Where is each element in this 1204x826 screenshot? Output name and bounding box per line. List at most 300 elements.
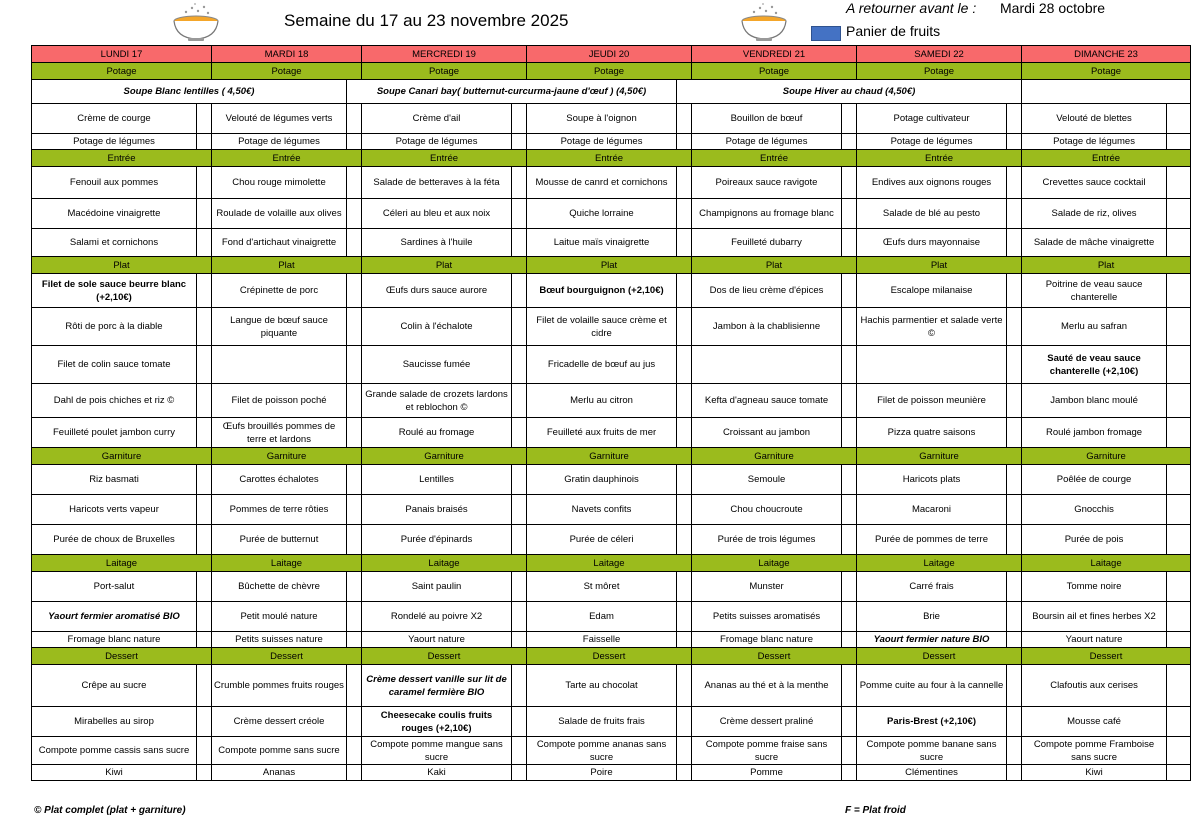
menu-item-cell: Carré frais	[857, 572, 1007, 602]
menu-item-cell: Crème d'ail	[362, 104, 512, 134]
cell-spacer	[842, 104, 857, 134]
menu-item-cell: Roulé au fromage	[362, 418, 512, 448]
cell-spacer	[1007, 308, 1022, 346]
cell-spacer	[512, 737, 527, 765]
section-label: Dessert	[32, 648, 212, 665]
menu-item-cell: Quiche lorraine	[527, 199, 677, 229]
cell-spacer	[197, 104, 212, 134]
day-header: JEUDI 20	[527, 46, 692, 63]
section-label: Plat	[212, 257, 362, 274]
section-label: Entrée	[362, 150, 527, 167]
menu-item-cell: Tarte au chocolat	[527, 665, 677, 707]
menu-item-cell: Faisselle	[527, 632, 677, 648]
cell-spacer	[1167, 346, 1191, 384]
cell-spacer	[197, 465, 212, 495]
menu-item-cell: Compote pomme banane sans sucre	[857, 737, 1007, 765]
menu-item-cell: Compote pomme Framboise sans sucre	[1022, 737, 1167, 765]
section-label: Laitage	[212, 555, 362, 572]
cell-spacer	[347, 418, 362, 448]
section-row	[32, 448, 1191, 465]
menu-item-cell: Tomme noire	[1022, 572, 1167, 602]
cell-spacer	[347, 495, 362, 525]
menu-item-cell: Colin à l'échalote	[362, 308, 512, 346]
cell-spacer	[197, 418, 212, 448]
cell-spacer	[842, 602, 857, 632]
menu-item-cell: Potage de légumes	[1022, 134, 1167, 150]
menu-item-cell	[692, 346, 842, 384]
cell-spacer	[512, 229, 527, 257]
menu-item-row	[32, 274, 1191, 308]
soup-special-cell: Soupe Canari bay( butternut-curcurma-jaune d'œuf ) (4,50€)	[347, 80, 677, 104]
menu-item-cell: Crème dessert créole	[212, 707, 347, 737]
menu-item-cell: Rondelé au poivre X2	[362, 602, 512, 632]
menu-item-cell: Purée de pommes de terre	[857, 525, 1007, 555]
menu-item-cell: Yaourt nature	[1022, 632, 1167, 648]
menu-item-cell: Rôti de porc à la diable	[32, 308, 197, 346]
cell-spacer	[1007, 665, 1022, 707]
cell-spacer	[197, 632, 212, 648]
menu-item-cell: Potage de légumes	[527, 134, 677, 150]
menu-item-row	[32, 384, 1191, 418]
menu-item-row	[32, 525, 1191, 555]
cell-spacer	[347, 602, 362, 632]
cell-spacer	[1007, 384, 1022, 418]
cell-spacer	[1007, 418, 1022, 448]
menu-item-cell: Feuilleté dubarry	[692, 229, 842, 257]
section-row	[32, 648, 1191, 665]
day-header: VENDREDI 21	[692, 46, 857, 63]
section-label: Potage	[527, 63, 692, 80]
cell-spacer	[197, 134, 212, 150]
cell-spacer	[677, 308, 692, 346]
cell-spacer	[1167, 465, 1191, 495]
cell-spacer	[842, 707, 857, 737]
cell-spacer	[1167, 104, 1191, 134]
menu-item-cell: Mousse de canrd et cornichons	[527, 167, 677, 199]
menu-item-cell: Panais braisés	[362, 495, 512, 525]
cell-spacer	[1007, 765, 1022, 781]
menu-item-cell: Poitrine de veau sauce chanterelle	[1022, 274, 1167, 308]
menu-item-cell: Purée de pois	[1022, 525, 1167, 555]
menu-item-row	[32, 199, 1191, 229]
menu-item-cell: Yaourt fermier aromatisé BIO	[32, 602, 197, 632]
menu-item-cell: Purée de choux de Bruxelles	[32, 525, 197, 555]
cell-spacer	[1167, 199, 1191, 229]
menu-item-cell: Potage de légumes	[857, 134, 1007, 150]
menu-item-cell: Compote pomme ananas sans sucre	[527, 737, 677, 765]
cell-spacer	[197, 765, 212, 781]
menu-item-row	[32, 167, 1191, 199]
cell-spacer	[512, 665, 527, 707]
cell-spacer	[677, 167, 692, 199]
cell-spacer	[512, 199, 527, 229]
menu-item-cell: Macaroni	[857, 495, 1007, 525]
cell-spacer	[512, 765, 527, 781]
menu-item-cell: Œufs durs mayonnaise	[857, 229, 1007, 257]
section-row	[32, 150, 1191, 167]
menu-item-cell: Dos de lieu crème d'épices	[692, 274, 842, 308]
cell-spacer	[677, 274, 692, 308]
cell-spacer	[677, 418, 692, 448]
cell-spacer	[1007, 199, 1022, 229]
soup-special-cell: Soupe Blanc lentilles ( 4,50€)	[32, 80, 347, 104]
menu-item-cell: Sauté de veau sauce chanterelle (+2,10€)	[1022, 346, 1167, 384]
cell-spacer	[1007, 465, 1022, 495]
menu-item-cell: Potage cultivateur	[857, 104, 1007, 134]
menu-item-cell: Saint paulin	[362, 572, 512, 602]
menu-item-cell: Salade de fruits frais	[527, 707, 677, 737]
menu-item-cell: Purée d'épinards	[362, 525, 512, 555]
menu-item-cell: Compote pomme fraise sans sucre	[692, 737, 842, 765]
cell-spacer	[512, 495, 527, 525]
section-label: Plat	[32, 257, 212, 274]
menu-item-cell: Mirabelles au sirop	[32, 707, 197, 737]
menu-item-cell: Fricadelle de bœuf au jus	[527, 346, 677, 384]
menu-item-row	[32, 602, 1191, 632]
menu-item-row	[32, 418, 1191, 448]
return-deadline-label: A retourner avant le :	[846, 0, 977, 16]
menu-item-cell: Purée de trois légumes	[692, 525, 842, 555]
menu-item-cell: Œufs brouillés pommes de terre et lardons	[212, 418, 347, 448]
cell-spacer	[347, 765, 362, 781]
menu-item-cell: Velouté de blettes	[1022, 104, 1167, 134]
section-label: Dessert	[212, 648, 362, 665]
cell-spacer	[1007, 274, 1022, 308]
cell-spacer	[1007, 104, 1022, 134]
cell-spacer	[197, 384, 212, 418]
cell-spacer	[512, 418, 527, 448]
cell-spacer	[512, 346, 527, 384]
menu-item-cell: Crème de courge	[32, 104, 197, 134]
cell-spacer	[1167, 384, 1191, 418]
menu-item-cell: Merlu au citron	[527, 384, 677, 418]
menu-item-cell: Velouté de légumes verts	[212, 104, 347, 134]
menu-item-cell: Bœuf bourguignon (+2,10€)	[527, 274, 677, 308]
cell-spacer	[1007, 602, 1022, 632]
section-label: Laitage	[32, 555, 212, 572]
menu-item-cell: Port-salut	[32, 572, 197, 602]
menu-item-cell: Crevettes sauce cocktail	[1022, 167, 1167, 199]
day-header-row	[32, 46, 1191, 63]
section-label: Laitage	[1022, 555, 1191, 572]
cell-spacer	[1167, 134, 1191, 150]
cell-spacer	[197, 602, 212, 632]
cell-spacer	[347, 465, 362, 495]
section-label: Potage	[692, 63, 857, 80]
menu-item-row	[32, 765, 1191, 781]
cell-spacer	[512, 274, 527, 308]
cell-spacer	[197, 199, 212, 229]
menu-item-row	[32, 134, 1191, 150]
cell-spacer	[677, 765, 692, 781]
menu-item-cell: Filet de poisson meunière	[857, 384, 1007, 418]
soup-bowl-icon	[168, 2, 224, 42]
cell-spacer	[677, 229, 692, 257]
menu-item-cell: Jambon à la chablisienne	[692, 308, 842, 346]
menu-item-cell: Roulade de volaille aux olives	[212, 199, 347, 229]
section-row	[32, 63, 1191, 80]
cell-spacer	[512, 572, 527, 602]
footnote-complete-dish: © Plat complet (plat + garniture)	[34, 805, 186, 816]
cell-spacer	[1007, 572, 1022, 602]
menu-item-cell: Laitue maïs vinaigrette	[527, 229, 677, 257]
section-label: Garniture	[212, 448, 362, 465]
cell-spacer	[1007, 707, 1022, 737]
cell-spacer	[842, 765, 857, 781]
cell-spacer	[197, 495, 212, 525]
cell-spacer	[197, 167, 212, 199]
cell-spacer	[1167, 274, 1191, 308]
section-label: Dessert	[527, 648, 692, 665]
menu-item-cell: Crème dessert praliné	[692, 707, 842, 737]
menu-item-cell: Poire	[527, 765, 677, 781]
cell-spacer	[1167, 737, 1191, 765]
cell-spacer	[677, 572, 692, 602]
cell-spacer	[842, 229, 857, 257]
day-header: SAMEDI 22	[857, 46, 1022, 63]
menu-item-cell: Filet de volaille sauce crème et cidre	[527, 308, 677, 346]
cell-spacer	[347, 572, 362, 602]
cell-spacer	[842, 308, 857, 346]
soup-special-row	[32, 80, 1191, 104]
cell-spacer	[1007, 229, 1022, 257]
menu-item-cell: Ananas au thé et à la menthe	[692, 665, 842, 707]
menu-item-cell: Cheesecake coulis fruits rouges (+2,10€)	[362, 707, 512, 737]
cell-spacer	[1167, 632, 1191, 648]
menu-item-cell	[212, 346, 347, 384]
menu-item-cell: Dahl de pois chiches et riz ©	[32, 384, 197, 418]
section-row	[32, 257, 1191, 274]
menu-item-cell: Kiwi	[1022, 765, 1167, 781]
menu-item-cell: Feuilleté poulet jambon curry	[32, 418, 197, 448]
footnote-cold-dish: F = Plat froid	[845, 805, 906, 816]
section-label: Entrée	[212, 150, 362, 167]
cell-spacer	[1167, 308, 1191, 346]
cell-spacer	[1167, 707, 1191, 737]
menu-item-cell: Salade de blé au pesto	[857, 199, 1007, 229]
menu-item-cell: Purée de céleri	[527, 525, 677, 555]
section-row	[32, 555, 1191, 572]
cell-spacer	[1167, 418, 1191, 448]
section-label: Dessert	[857, 648, 1022, 665]
cell-spacer	[1007, 495, 1022, 525]
menu-item-row	[32, 632, 1191, 648]
section-label: Garniture	[857, 448, 1022, 465]
cell-spacer	[842, 199, 857, 229]
section-label: Potage	[1022, 63, 1191, 80]
menu-item-cell: Yaourt nature	[362, 632, 512, 648]
menu-item-cell	[857, 346, 1007, 384]
cell-spacer	[347, 274, 362, 308]
section-label: Potage	[212, 63, 362, 80]
menu-item-row	[32, 707, 1191, 737]
section-label: Plat	[362, 257, 527, 274]
cell-spacer	[512, 104, 527, 134]
section-label: Entrée	[857, 150, 1022, 167]
menu-item-cell: Lentilles	[362, 465, 512, 495]
menu-item-cell: Brie	[857, 602, 1007, 632]
cell-spacer	[677, 707, 692, 737]
menu-item-cell: Salade de mâche vinaigrette	[1022, 229, 1167, 257]
menu-item-cell: Potage de légumes	[212, 134, 347, 150]
menu-item-cell: Langue de bœuf sauce piquante	[212, 308, 347, 346]
menu-item-cell: Potage de légumes	[32, 134, 197, 150]
cell-spacer	[842, 525, 857, 555]
cell-spacer	[1167, 572, 1191, 602]
menu-item-cell: Pommes de terre rôties	[212, 495, 347, 525]
menu-item-cell: Champignons au fromage blanc	[692, 199, 842, 229]
cell-spacer	[677, 199, 692, 229]
menu-item-cell: Fenouil aux pommes	[32, 167, 197, 199]
menu-item-cell: Croissant au jambon	[692, 418, 842, 448]
menu-item-cell: Compote pomme sans sucre	[212, 737, 347, 765]
menu-item-cell: Haricots verts vapeur	[32, 495, 197, 525]
cell-spacer	[347, 737, 362, 765]
section-label: Laitage	[857, 555, 1022, 572]
menu-item-row	[32, 465, 1191, 495]
menu-item-row	[32, 665, 1191, 707]
menu-item-cell: Munster	[692, 572, 842, 602]
menu-item-cell: Fromage blanc nature	[32, 632, 197, 648]
menu-item-cell: Yaourt fermier nature BIO	[857, 632, 1007, 648]
menu-item-cell: Kiwi	[32, 765, 197, 781]
cell-spacer	[677, 384, 692, 418]
menu-item-cell: Filet de sole sauce beurre blanc (+2,10€)	[32, 274, 197, 308]
cell-spacer	[197, 707, 212, 737]
cell-spacer	[677, 104, 692, 134]
menu-item-cell: Grande salade de crozets lardons et reblochon ©	[362, 384, 512, 418]
menu-item-cell: Haricots plats	[857, 465, 1007, 495]
menu-item-cell: Navets confits	[527, 495, 677, 525]
menu-item-cell: Fond d'artichaut vinaigrette	[212, 229, 347, 257]
section-label: Potage	[32, 63, 212, 80]
menu-item-cell: Saucisse fumée	[362, 346, 512, 384]
soup-bowl-icon	[736, 2, 792, 42]
menu-item-row	[32, 308, 1191, 346]
fruit-basket-legend-label: Panier de fruits	[846, 23, 941, 39]
section-label: Dessert	[692, 648, 857, 665]
menu-item-cell: Pomme	[692, 765, 842, 781]
menu-item-cell: Pizza quatre saisons	[857, 418, 1007, 448]
menu-item-cell: Roulé jambon fromage	[1022, 418, 1167, 448]
cell-spacer	[1167, 525, 1191, 555]
cell-spacer	[512, 308, 527, 346]
cell-spacer	[842, 495, 857, 525]
menu-item-cell: Chou rouge mimolette	[212, 167, 347, 199]
menu-item-row	[32, 572, 1191, 602]
menu-item-cell: Crumble pommes fruits rouges	[212, 665, 347, 707]
section-label: Garniture	[1022, 448, 1191, 465]
cell-spacer	[197, 737, 212, 765]
menu-item-row	[32, 495, 1191, 525]
menu-item-cell: Kefta d'agneau sauce tomate	[692, 384, 842, 418]
menu-item-cell: Feuilleté aux fruits de mer	[527, 418, 677, 448]
menu-item-cell: Merlu au safran	[1022, 308, 1167, 346]
menu-item-cell: Œufs durs sauce aurore	[362, 274, 512, 308]
section-label: Plat	[1022, 257, 1191, 274]
menu-item-cell: Petit moulé nature	[212, 602, 347, 632]
day-header: LUNDI 17	[32, 46, 212, 63]
menu-item-cell: Compote pomme mangue sans sucre	[362, 737, 512, 765]
cell-spacer	[512, 134, 527, 150]
menu-item-cell: Crêpe au sucre	[32, 665, 197, 707]
cell-spacer	[1007, 525, 1022, 555]
cell-spacer	[1167, 167, 1191, 199]
section-label: Garniture	[692, 448, 857, 465]
fruit-basket-legend-swatch	[811, 26, 841, 41]
menu-item-cell: St môret	[527, 572, 677, 602]
section-label: Entrée	[527, 150, 692, 167]
cell-spacer	[197, 346, 212, 384]
section-label: Plat	[527, 257, 692, 274]
menu-item-cell: Poêlée de courge	[1022, 465, 1167, 495]
menu-item-cell: Semoule	[692, 465, 842, 495]
menu-item-cell: Potage de légumes	[362, 134, 512, 150]
cell-spacer	[842, 134, 857, 150]
cell-spacer	[1007, 134, 1022, 150]
menu-item-cell: Filet de poisson poché	[212, 384, 347, 418]
cell-spacer	[347, 229, 362, 257]
section-label: Dessert	[1022, 648, 1191, 665]
menu-item-cell: Jambon blanc moulé	[1022, 384, 1167, 418]
day-header: DIMANCHE 23	[1022, 46, 1191, 63]
cell-spacer	[512, 167, 527, 199]
menu-item-cell: Riz basmati	[32, 465, 197, 495]
menu-item-cell: Boursin ail et fines herbes X2	[1022, 602, 1167, 632]
menu-item-cell: Clafoutis aux cerises	[1022, 665, 1167, 707]
menu-item-cell: Fromage blanc nature	[692, 632, 842, 648]
cell-spacer	[347, 199, 362, 229]
cell-spacer	[512, 525, 527, 555]
cell-spacer	[347, 346, 362, 384]
cell-spacer	[842, 167, 857, 199]
menu-item-cell: Bûchette de chèvre	[212, 572, 347, 602]
cell-spacer	[677, 134, 692, 150]
cell-spacer	[197, 308, 212, 346]
menu-item-cell: Hachis parmentier et salade verte ©	[857, 308, 1007, 346]
section-label: Entrée	[32, 150, 212, 167]
cell-spacer	[842, 384, 857, 418]
weekly-menu-table	[31, 45, 1191, 781]
section-label: Garniture	[527, 448, 692, 465]
menu-item-cell: Purée de butternut	[212, 525, 347, 555]
menu-item-cell: Edam	[527, 602, 677, 632]
cell-spacer	[512, 602, 527, 632]
cell-spacer	[512, 707, 527, 737]
section-label: Entrée	[1022, 150, 1191, 167]
cell-spacer	[347, 167, 362, 199]
section-label: Plat	[692, 257, 857, 274]
menu-item-cell: Clémentines	[857, 765, 1007, 781]
cell-spacer	[842, 632, 857, 648]
cell-spacer	[842, 665, 857, 707]
cell-spacer	[512, 384, 527, 418]
section-label: Potage	[362, 63, 527, 80]
menu-item-row	[32, 737, 1191, 765]
menu-item-cell: Céleri au bleu et aux noix	[362, 199, 512, 229]
cell-spacer	[1167, 665, 1191, 707]
cell-spacer	[347, 665, 362, 707]
menu-item-cell: Mousse café	[1022, 707, 1167, 737]
menu-item-cell: Poireaux sauce ravigote	[692, 167, 842, 199]
cell-spacer	[842, 465, 857, 495]
cell-spacer	[347, 104, 362, 134]
menu-item-cell: Crème dessert vanille sur lit de caramel fermière BIO	[362, 665, 512, 707]
cell-spacer	[1007, 346, 1022, 384]
cell-spacer	[347, 632, 362, 648]
section-label: Potage	[857, 63, 1022, 80]
cell-spacer	[842, 418, 857, 448]
